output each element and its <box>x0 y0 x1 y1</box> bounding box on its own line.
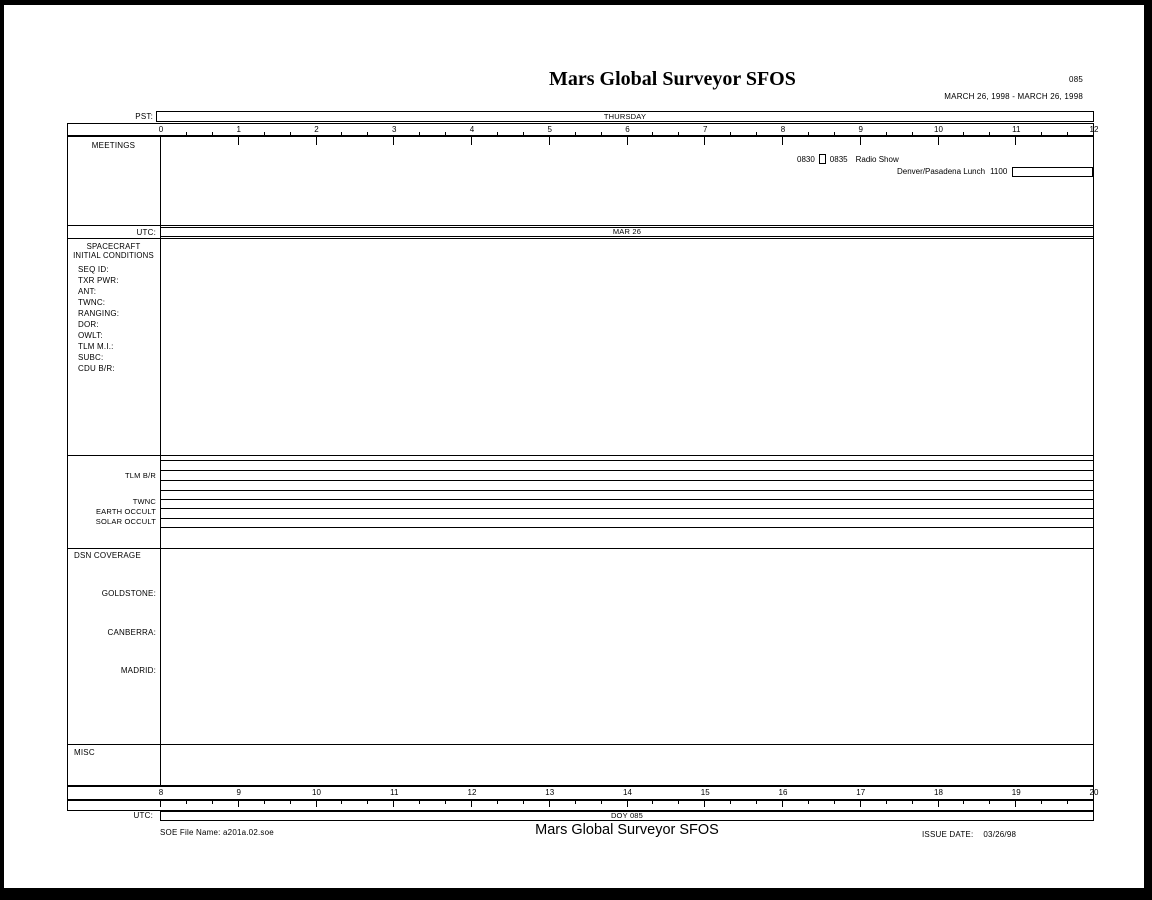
utc-hour-label: 11 <box>390 788 399 797</box>
issue-date-label: ISSUE DATE: <box>922 830 974 839</box>
spacecraft-initial-conditions-fields <box>78 264 119 374</box>
utc-hour-label: 15 <box>700 788 710 797</box>
divider-dsn-top <box>67 548 1094 549</box>
madrid-label: MADRID: <box>120 666 156 675</box>
date-range: MARCH 26, 1998 - MARCH 26, 1998 <box>944 92 1083 101</box>
spacecraft-section-label <box>66 243 161 260</box>
utc-date-row-label: UTC: <box>136 228 156 237</box>
pst-hour-label: 1 <box>236 125 241 134</box>
utc-tick-row-box <box>67 800 1094 811</box>
divider-meetings-bottom <box>67 225 1094 226</box>
utc-date-value: MAR 26 <box>612 227 642 236</box>
utc-doy-value: DOY 085 <box>610 811 644 820</box>
utc-doy-row-label: UTC: <box>133 811 153 820</box>
meeting-event-lunch <box>897 166 1093 177</box>
page-frame-bottom <box>0 888 1152 900</box>
page-frame-right <box>1144 0 1152 900</box>
field-seq-id: SEQ ID: <box>78 265 109 274</box>
pst-hour-label: 3 <box>392 125 397 134</box>
field-ranging: RANGING: <box>78 309 120 318</box>
pst-hour-label: 9 <box>858 125 863 134</box>
event-start-time: 1100 <box>990 167 1008 176</box>
pst-hour-label: 6 <box>625 125 630 134</box>
field-owlt: OWLT: <box>78 331 103 340</box>
field-ant: ANT: <box>78 287 97 296</box>
twnc-label: TWNC <box>132 497 156 506</box>
event-start-time: 0830 <box>797 154 815 164</box>
utc-hour-scale <box>67 786 1099 800</box>
field-txr-pwr: TXR PWR: <box>78 276 119 285</box>
lane-line <box>160 508 1094 509</box>
pst-hour-label: 5 <box>547 125 552 134</box>
canberra-label: CANBERRA: <box>107 628 156 637</box>
lane-line <box>160 460 1094 461</box>
lane-line <box>160 480 1094 481</box>
page-frame-left <box>0 0 4 900</box>
pst-hour-label: 8 <box>780 125 786 134</box>
utc-hour-label: 10 <box>312 788 321 797</box>
dsn-coverage-label: DSN COVERAGE <box>74 551 141 560</box>
utc-hour-label: 20 <box>1089 788 1099 797</box>
pst-hour-label: 12 <box>1089 125 1099 134</box>
utc-hour-label: 13 <box>545 788 555 797</box>
utc-hour-label: 14 <box>623 788 632 797</box>
divider-spacecraft-top <box>67 238 1094 239</box>
pst-hour-scale <box>67 123 1099 136</box>
event-duration-bar <box>1012 167 1093 177</box>
pst-hour-label: 2 <box>314 125 319 134</box>
spacecraft-label-line2: INITIAL CONDITIONS <box>73 250 154 260</box>
pst-day-row-label: PST: <box>135 112 153 121</box>
soe-file-name: SOE File Name: a201a.02.soe <box>160 828 274 837</box>
day-row-box <box>156 111 1094 122</box>
event-duration-box <box>819 154 826 164</box>
field-dor: DOR: <box>78 320 99 329</box>
issue-date <box>922 830 1016 840</box>
event-name: Denver/Pasadena Lunch <box>897 167 986 176</box>
footer-title: Mars Global Surveyor SFOS <box>535 822 719 838</box>
page-title: Mars Global Surveyor SFOS <box>549 68 796 90</box>
utc-hour-label: 16 <box>778 788 788 797</box>
earth-occult-label: EARTH OCCULT <box>95 507 156 516</box>
page-frame-top <box>0 0 1152 5</box>
divider-telemetry-top <box>67 455 1094 456</box>
pst-hour-label: 11 <box>1012 125 1021 134</box>
solar-occult-label: SOLAR OCCULT <box>95 517 156 526</box>
field-twnc: TWNC: <box>78 298 106 307</box>
spacecraft-label-line1: SPACECRAFT <box>86 242 141 251</box>
field-subc: SUBC: <box>78 353 104 362</box>
misc-label: MISC <box>74 748 95 757</box>
event-name: Radio Show <box>855 154 899 164</box>
page-number: 085 <box>1069 75 1083 84</box>
lane-line <box>160 518 1094 519</box>
utc-hour-label: 17 <box>856 788 866 797</box>
pst-hour-label: 4 <box>469 125 475 134</box>
utc-hour-label: 8 <box>158 788 164 797</box>
field-cdu-br: CDU B/R: <box>78 364 115 373</box>
meetings-label: MEETINGS <box>91 141 136 150</box>
utc-hour-label: 12 <box>467 788 477 797</box>
utc-date-row-box <box>160 227 1094 237</box>
lane-line <box>160 499 1094 500</box>
goldstone-label: GOLDSTONE: <box>101 589 156 598</box>
utc-hour-label: 18 <box>934 788 943 797</box>
pst-hour-label: 10 <box>934 125 943 134</box>
pst-hour-label: 7 <box>703 125 708 134</box>
lane-line <box>160 490 1094 491</box>
divider-misc-top <box>67 744 1094 745</box>
utc-hour-label: 9 <box>236 788 241 797</box>
lane-line <box>160 527 1094 528</box>
tlm-br-label: TLM B/R <box>125 471 156 480</box>
pst-hour-label: 0 <box>158 125 164 134</box>
issue-date-value: 03/26/98 <box>983 830 1017 839</box>
field-tlm-mi: TLM M.I.: <box>78 342 114 351</box>
utc-doy-row-box <box>160 811 1094 821</box>
lane-line <box>160 470 1094 471</box>
meeting-event-radio-show <box>797 154 899 164</box>
event-end-time: 0835 <box>829 154 848 164</box>
utc-hour-label: 19 <box>1011 788 1021 797</box>
day-label: THURSDAY <box>603 112 647 121</box>
